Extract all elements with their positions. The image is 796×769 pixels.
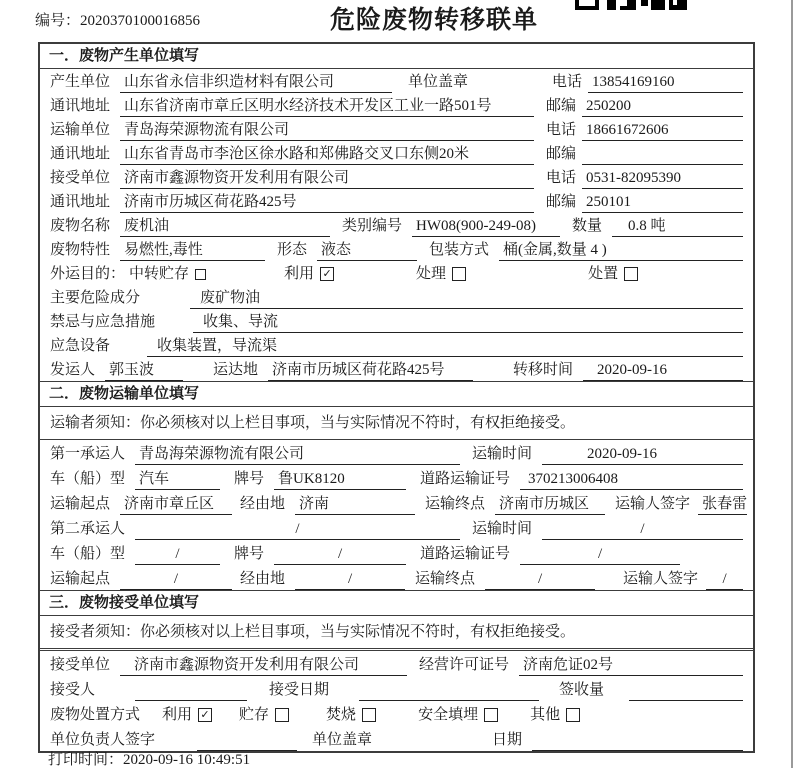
producer-zip-label: 邮编 <box>546 98 577 114</box>
seal-label: 单位盖章 <box>408 74 469 90</box>
route-start-2-label: 运输起点 <box>50 571 111 587</box>
first-carrier-label: 第一承运人 <box>50 446 126 462</box>
receiver-phone-value: 0531-82095390 <box>582 168 743 189</box>
transfer-form <box>38 42 755 753</box>
signed-qty-value <box>629 680 743 701</box>
accepting-unit-label: 接受单位 <box>50 657 111 673</box>
row-emergency-equipment <box>40 333 753 357</box>
producer-phone-value: 13854169160 <box>588 72 743 93</box>
route-via-value: 济南 <box>295 494 415 515</box>
checkbox-disposal-incinerate <box>362 708 376 722</box>
route-start-2-value: / <box>120 569 232 590</box>
checkbox-disposal-utilize: ✓ <box>198 708 212 722</box>
route-via-2-value: / <box>295 569 405 590</box>
transporter-address-label: 通讯地址 <box>50 146 111 162</box>
print-time <box>48 748 250 769</box>
receiver-zip-label: 邮编 <box>546 194 577 210</box>
disposal-incinerate-label: 焚烧 <box>326 707 357 723</box>
transfer-time-value: 2020-09-16 <box>583 360 743 381</box>
waste-qty-label: 数量 <box>572 218 603 234</box>
transport-time-label: 运输时间 <box>472 446 533 462</box>
road-license-value: 370213006408 <box>520 469 743 490</box>
row-producer <box>40 69 753 93</box>
print-time-value: 2020-09-16 10:49:51 <box>123 752 251 768</box>
plate-label: 牌号 <box>234 471 265 487</box>
transporter-phone-value: 18661672606 <box>582 120 743 141</box>
serial-value: 2020370100016856 <box>80 13 201 29</box>
waste-traits-value: 易燃性,毒性 <box>120 240 265 261</box>
disposal-other-label: 其他 <box>530 707 561 723</box>
transport-time-2-label: 运输时间 <box>472 521 533 537</box>
checkbox-disposal-landfill <box>484 708 498 722</box>
second-carrier-value: / <box>135 519 460 540</box>
vehicle-type-label: 车（船）型 <box>50 471 126 487</box>
producer-label: 产生单位 <box>50 74 111 90</box>
road-license-label: 道路运输证号 <box>420 471 511 487</box>
transporter-label: 运输单位 <box>50 122 111 138</box>
row-route-2 <box>40 565 753 590</box>
route-end-2-value: / <box>485 569 595 590</box>
route-via-label: 经由地 <box>240 496 286 512</box>
taboo-label: 禁忌与应急措施 <box>50 314 156 330</box>
transporter-zip-value <box>582 144 743 165</box>
receiver-phone-label: 电话 <box>546 170 577 186</box>
print-time-label: 打印时间： <box>48 752 124 768</box>
transporter-zip-label: 邮编 <box>546 146 577 162</box>
transporter-notice: 运输者须知：你必须核对以上栏目事项，当与实际情况不符时，有权拒绝接受。 <box>40 407 753 440</box>
route-via-2-label: 经由地 <box>240 571 286 587</box>
row-second-carrier <box>40 515 753 540</box>
row-receiver <box>40 165 753 189</box>
row-transporter <box>40 117 753 141</box>
first-carrier-value: 青岛海荣源物流有限公司 <box>135 444 460 465</box>
unit-seal-label: 单位盖章 <box>312 732 373 748</box>
checkbox-disposal-other <box>566 708 580 722</box>
row-disposal-method <box>40 701 753 726</box>
page-title: 危险废物转移联单 <box>330 6 539 34</box>
plate-value: 鲁UK8120 <box>274 469 406 490</box>
road-license-2-label: 道路运输证号 <box>420 546 511 562</box>
serial-label: 编号： <box>35 13 81 29</box>
hazard-value: 废矿物油 <box>190 288 743 309</box>
waste-form-label: 形态 <box>277 242 308 258</box>
row-route-1 <box>40 490 753 515</box>
destination-value: 济南市历城区荷花路425号 <box>268 360 473 381</box>
plate-2-value: / <box>274 544 406 565</box>
equipment-label: 应急设备 <box>50 338 111 354</box>
purpose-label: 外运目的： <box>50 266 126 282</box>
route-end-value: 济南市历城区 <box>495 494 605 515</box>
producer-zip-value: 250200 <box>582 96 743 117</box>
waste-pack-value: 桶(金属,数量 4 ) <box>499 240 743 261</box>
receiver-notice: 接受者须知：你必须核对以上栏目事项，当与实际情况不符时，有权拒绝接受。 <box>40 616 753 649</box>
business-license-label: 经营许可证号 <box>419 657 510 673</box>
transport-time-2-value: / <box>542 519 743 540</box>
waste-code-value: HW08(900-249-08) <box>412 216 560 237</box>
receiver-address-label: 通讯地址 <box>50 194 111 210</box>
transfer-time-label: 转移时间 <box>513 362 574 378</box>
waste-name-value: 废机油 <box>120 216 330 237</box>
transporter-phone-label: 电话 <box>546 122 577 138</box>
receiver-zip-value: 250101 <box>582 192 743 213</box>
vehicle-type-value: 汽车 <box>135 469 220 490</box>
row-accepting-unit <box>40 651 753 676</box>
row-transporter-address <box>40 141 753 165</box>
checkbox-disposal-store <box>275 708 289 722</box>
producer-phone-label: 电话 <box>551 74 582 90</box>
section-2-header: 二．废物运输单位填写 <box>40 381 753 407</box>
row-producer-address <box>40 93 753 117</box>
signed-qty-label: 签收量 <box>559 682 605 698</box>
receiver-value: 济南市鑫源物资开发利用有限公司 <box>120 168 534 189</box>
date-value <box>532 730 743 751</box>
dispatcher-label: 发运人 <box>50 362 96 378</box>
carrier-sign-2-value: / <box>706 569 743 590</box>
date-label: 日期 <box>492 732 523 748</box>
checkbox-transfer-storage <box>195 269 206 280</box>
row-receiver-address <box>40 189 753 213</box>
route-end-2-label: 运输终点 <box>415 571 476 587</box>
row-waste-traits <box>40 237 753 261</box>
section-1-header: 一．废物产生单位填写 <box>40 44 753 69</box>
serial-number <box>35 9 200 30</box>
purpose-option-dispose-label: 处置 <box>588 266 619 282</box>
acceptor-value <box>135 680 247 701</box>
disposal-landfill-label: 安全填埋 <box>418 707 479 723</box>
receiver-address-value: 济南市历城区荷花路425号 <box>120 192 534 213</box>
row-transfer-purpose <box>40 261 753 285</box>
purpose-option-storage-label: 中转贮存 <box>129 266 190 282</box>
carrier-sign-2-label: 运输人签字 <box>623 571 699 587</box>
acceptor-label: 接受人 <box>50 682 96 698</box>
destination-label: 运达地 <box>213 362 259 378</box>
second-carrier-label: 第二承运人 <box>50 521 126 537</box>
accept-date-value <box>359 680 539 701</box>
row-vehicle-2 <box>40 540 753 565</box>
checkbox-purpose-treat <box>452 267 466 281</box>
dispatcher-value: 郭玉波 <box>105 360 183 381</box>
taboo-value: 收集、导流 <box>193 312 743 333</box>
accepting-unit-value: 济南市鑫源物资开发利用有限公司 <box>120 655 407 676</box>
waste-qty-value: 0.8 吨 <box>612 216 743 237</box>
disposal-method-label: 废物处置方式 <box>50 707 141 723</box>
waste-traits-label: 废物特性 <box>50 242 111 258</box>
route-start-value: 济南市章丘区 <box>120 494 232 515</box>
row-waste-name <box>40 213 753 237</box>
transporter-address-value: 山东省青岛市李沧区徐水路和郑佛路交叉口东侧20米 <box>120 144 534 165</box>
waste-name-label: 废物名称 <box>50 218 111 234</box>
responsible-sign-label: 单位负责人签字 <box>50 732 156 748</box>
equipment-value: 收集装置，导流渠 <box>147 336 743 357</box>
row-hazard-component <box>40 285 753 309</box>
row-dispatch <box>40 357 753 381</box>
transporter-value: 青岛海荣源物流有限公司 <box>120 120 534 141</box>
checkbox-purpose-utilize: ✓ <box>320 267 334 281</box>
waste-form-value: 液态 <box>317 240 417 261</box>
disposal-store-label: 贮存 <box>239 707 270 723</box>
section-3-header: 三．废物接受单位填写 <box>40 590 753 616</box>
row-vehicle-1 <box>40 465 753 490</box>
hazard-label: 主要危险成分 <box>50 290 141 306</box>
producer-value: 山东省永信非织造材料有限公司 <box>120 72 392 93</box>
waste-code-label: 类别编号 <box>342 218 403 234</box>
producer-address-value: 山东省济南市章丘区明水经济技术开发区工业一路501号 <box>120 96 534 117</box>
producer-address-label: 通讯地址 <box>50 98 111 114</box>
route-start-label: 运输起点 <box>50 496 111 512</box>
purpose-option-treat-label: 处理 <box>416 266 447 282</box>
qr-code-fragment <box>575 0 687 10</box>
plate-2-label: 牌号 <box>234 546 265 562</box>
vehicle-type-2-value: / <box>135 544 220 565</box>
purpose-option-utilize-label: 利用 <box>284 266 315 282</box>
row-first-carrier <box>40 440 753 465</box>
disposal-utilize-label: 利用 <box>162 707 193 723</box>
row-taboo-measures <box>40 309 753 333</box>
business-license-value: 济南危证02号 <box>519 655 743 676</box>
carrier-sign-label: 运输人签字 <box>615 496 691 512</box>
transport-time-value: 2020-09-16 <box>542 444 743 465</box>
vehicle-type-2-label: 车（船）型 <box>50 546 126 562</box>
row-acceptor <box>40 676 753 701</box>
waste-pack-label: 包装方式 <box>429 242 490 258</box>
route-end-label: 运输终点 <box>425 496 486 512</box>
checkbox-purpose-dispose <box>624 267 638 281</box>
road-license-2-value: / <box>520 544 680 565</box>
accept-date-label: 接受日期 <box>269 682 330 698</box>
page-edge-line <box>791 0 793 768</box>
carrier-sign-value: 张春雷 <box>698 494 747 515</box>
receiver-label: 接受单位 <box>50 170 111 186</box>
